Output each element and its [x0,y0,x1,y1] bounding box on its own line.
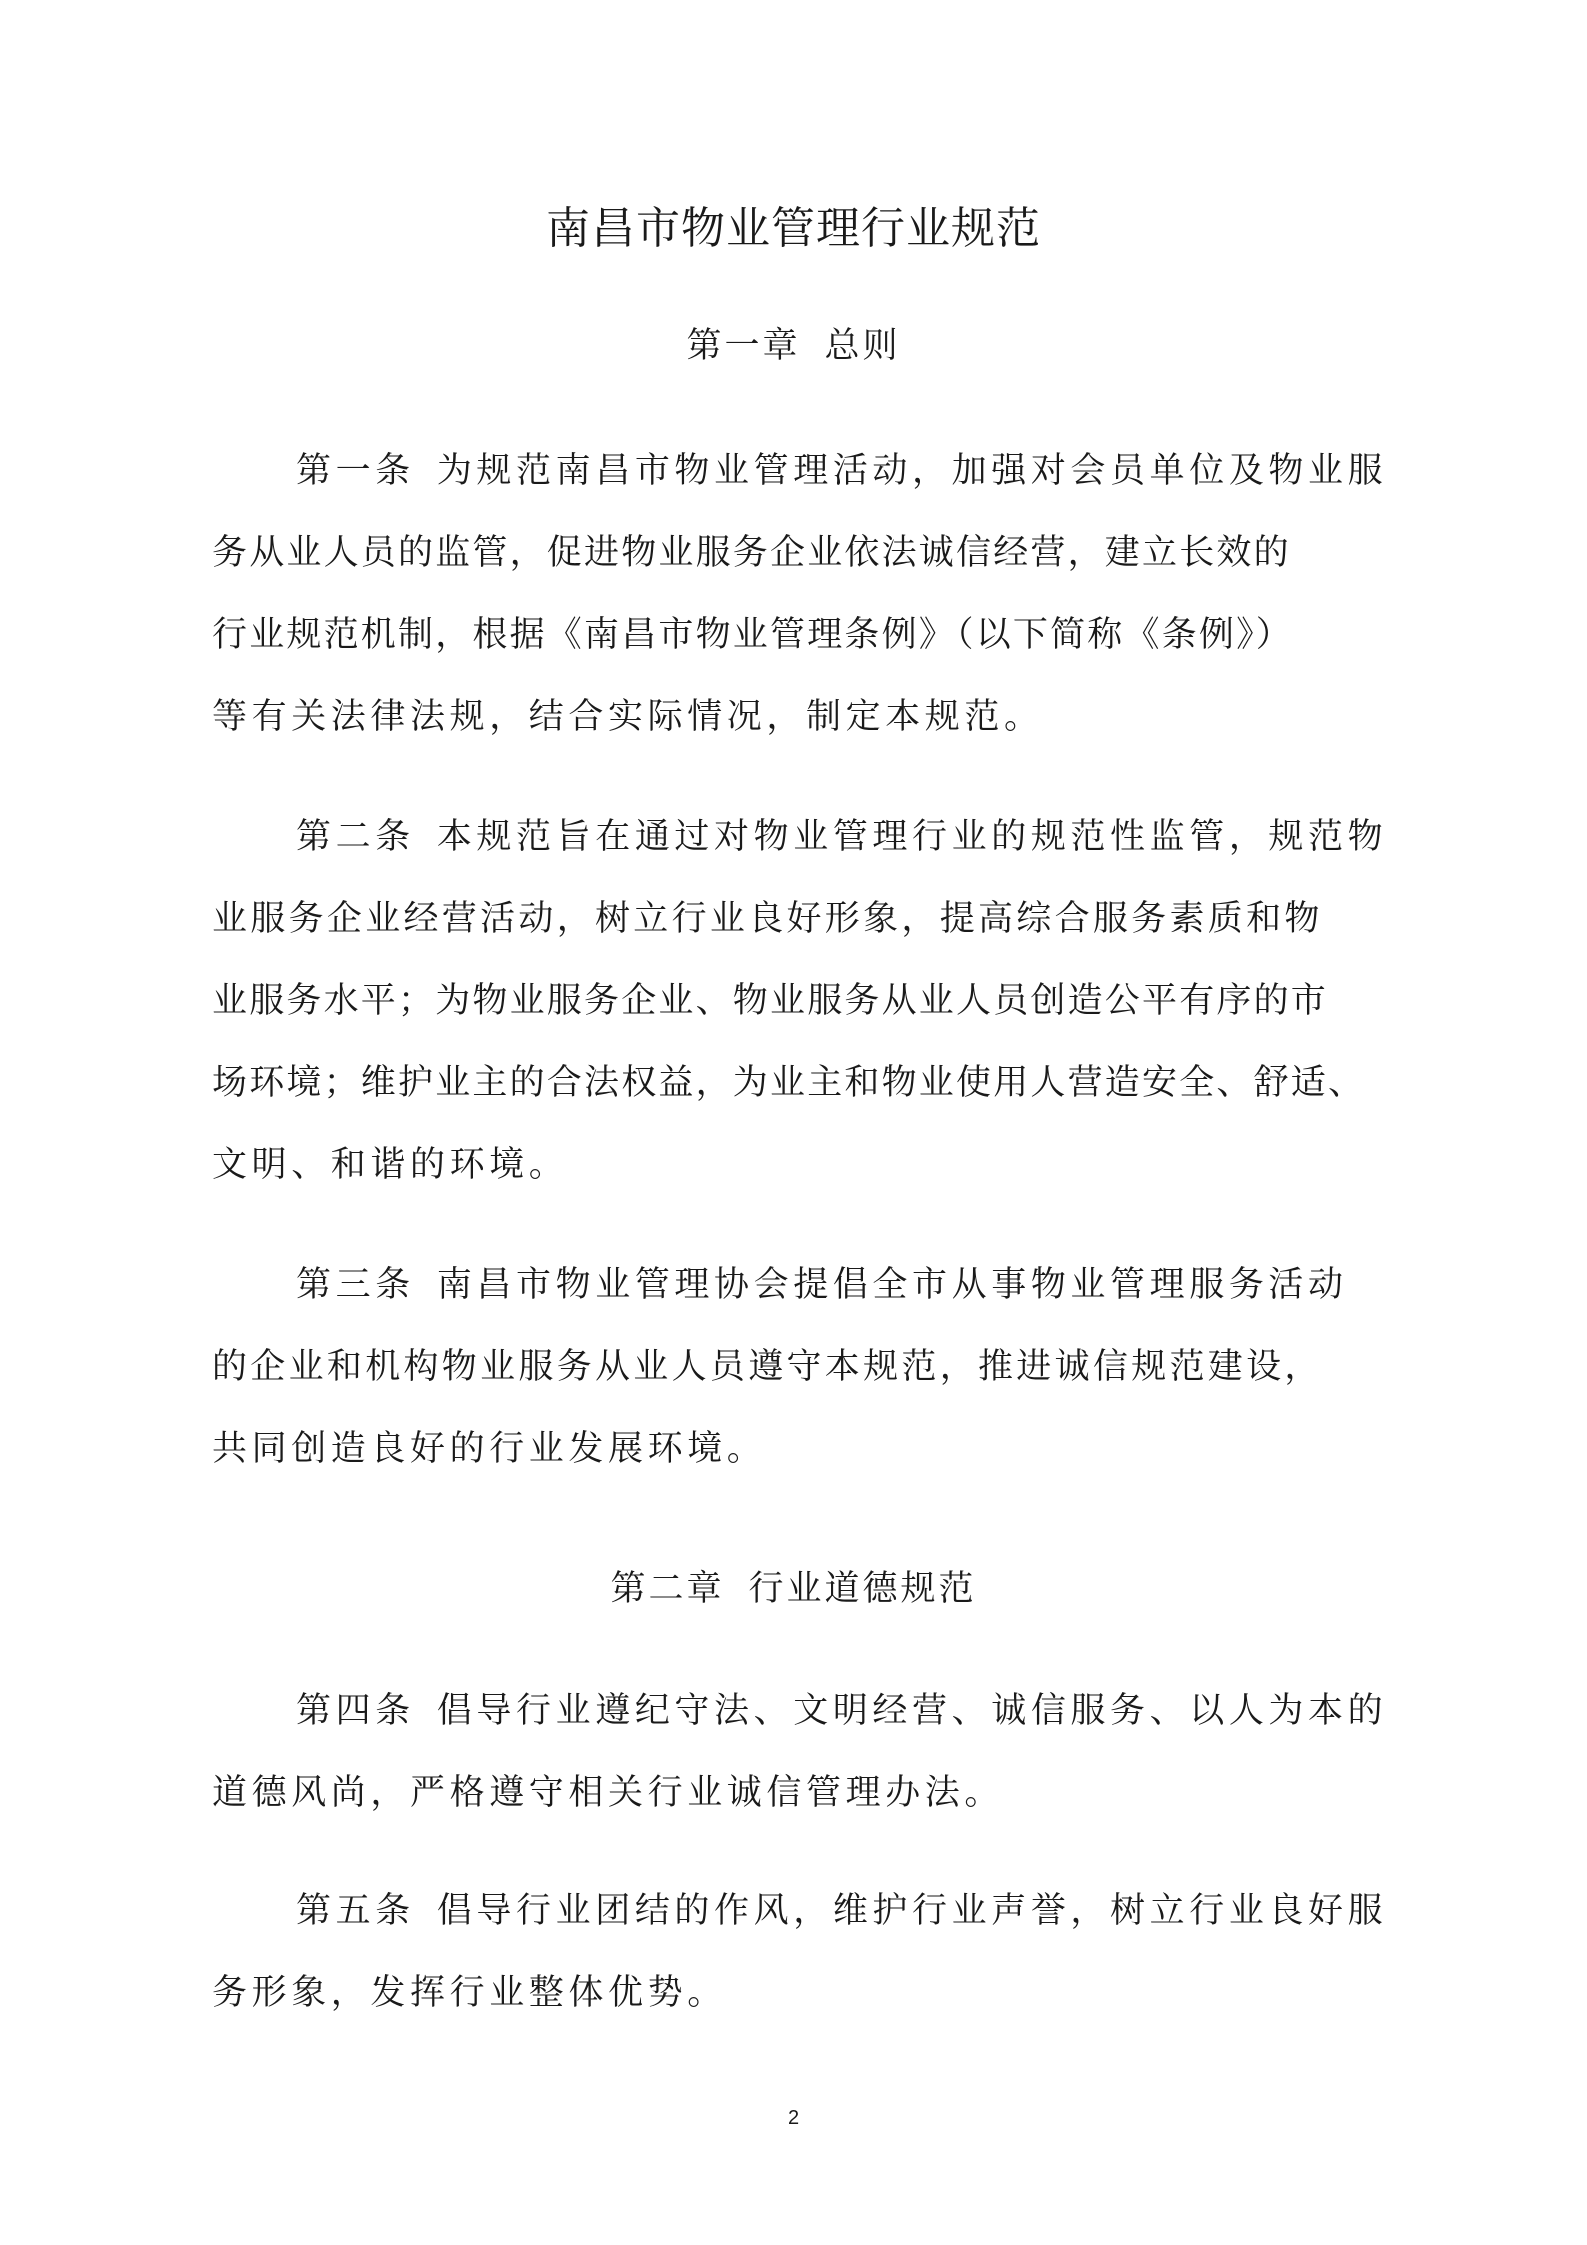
article-label: 第一条 [296,451,415,491]
document-title: 南昌市物业管理行业规范 [546,203,1041,254]
article-line: 文明、和谐的环境。 [212,1145,569,1185]
article-line: 道德风尚，严格遵守相关行业诚信管理办法。 [212,1773,1005,1813]
chapter-label: 第二章 [610,1569,725,1609]
article-line: 务从业人员的监管，促进物业服务企业依法诚信经营，建立长效的 [212,533,1291,573]
article-label: 第五条 [296,1891,415,1931]
article-line: 务形象，发挥行业整体优势。 [212,1973,727,2013]
article-text: 为规范南昌市物业管理活动，加强对会员单位及物业服 [436,451,1388,491]
chapter-name: 行业道德规范 [748,1569,977,1609]
article-label: 第三条 [296,1265,415,1305]
article-line: 共同创造良好的行业发展环境。 [212,1429,767,1469]
article-2 [212,796,1388,1206]
article-line: 行业规范机制，根据《南昌市物业管理条例》（以下简称《条例》） [212,615,1294,655]
article-line: 业服务水平；为物业服务企业、物业服务从业人员创造公平有序的市 [212,981,1329,1021]
article-line [212,1870,1388,1952]
article-line: 场环境；维护业主的合法权益，为业主和物业使用人营造安全、舒适、 [212,1063,1366,1103]
article-line: 的企业和机构物业服务从业人员遵守本规范，推进诚信规范建设， [212,1347,1323,1387]
article-line: 等有关法律法规，结合实际情况，制定本规范。 [212,697,1044,737]
article-text: 倡导行业遵纪守法、文明经营、诚信服务、以人为本的 [436,1691,1388,1731]
article-label: 第二条 [296,817,415,857]
article-3 [212,1244,1380,1490]
article-line [212,430,1388,512]
article-text: 倡导行业团结的作风，维护行业声誉，树立行业良好服 [436,1891,1388,1931]
chapter-name: 总则 [824,326,901,366]
article-label: 第四条 [296,1691,415,1731]
article-1 [212,430,1388,758]
article-line: 业服务企业经营活动，树立行业良好形象，提高综合服务素质和物 [212,899,1323,939]
article-line [212,796,1388,878]
article-line [212,1244,1380,1326]
chapter-heading-2 [0,1561,1587,1611]
article-text: 南昌市物业管理协会提倡全市从事物业管理服务活动 [436,1265,1348,1305]
article-text: 本规范旨在通过对物业管理行业的规范性监管，规范物 [436,817,1388,857]
article-line [212,1670,1388,1752]
chapter-label: 第一章 [686,326,801,366]
chapter-heading-1 [0,318,1587,368]
page-number: 2 [787,2107,800,2129]
article-5 [212,1870,1388,2034]
article-4 [212,1670,1388,1834]
